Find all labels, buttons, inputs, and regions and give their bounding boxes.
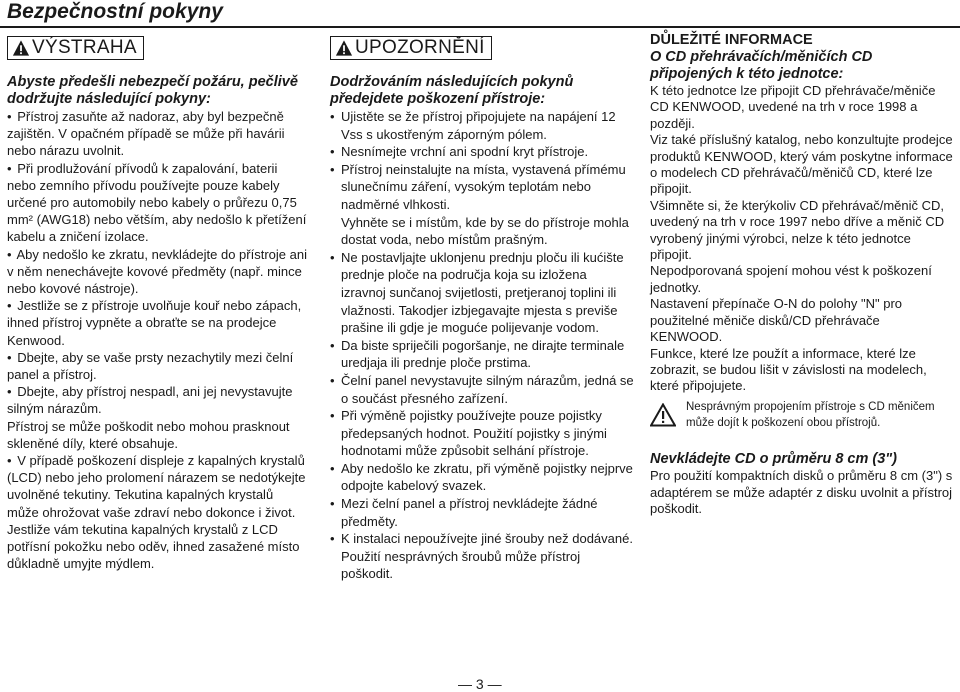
bullet: •: [7, 453, 12, 469]
bullet: •: [330, 109, 335, 124]
list-item: [7, 246, 307, 298]
page-number: — 3 —: [458, 676, 502, 692]
warning-label: VÝSTRAHA: [32, 37, 137, 58]
bullet: •: [330, 161, 335, 177]
caution-triangle-icon: [650, 403, 676, 427]
item-text: Přístroj neinstalujte na místa, vystavená přímému slunečnímu záření, vysokým teplotám nebo nadměrné vlhkosti.: [341, 161, 626, 212]
list-item: [7, 383, 307, 452]
item-text: Při prodlužování přívodů k zapalování, baterii nebo zemního přívodu používejte pouze kabely určené pro automobily nebo kabely o průřezu 0,75 mm² (AWG18) nebo větším, aby nedošlo k přetížení kabelu a zničení izolace.: [7, 160, 307, 245]
item-text: Čelní panel nevystavujte silným nárazům, jedná se o součást přesného zařízení.: [341, 372, 634, 406]
list-item: [7, 452, 307, 572]
caution-subheading: Dodržováním následujících pokynů předejdete poškození přístroje:: [330, 74, 574, 107]
item-text: Aby nedošlo ke zkratu, nevkládejte do přístroje ani v něm nenechávejte kovové předměty (např. mince nebo kovové nástroje).: [7, 246, 307, 297]
item-text: Dbejte, aby se vaše prsty nezachytily mezi čelní panel a přístroj.: [7, 349, 294, 383]
list-item: [330, 530, 635, 583]
warning-section: [7, 36, 307, 572]
caution-label-box: [330, 36, 492, 60]
item-text: Aby nedošlo ke zkratu, při výměně pojistky nejprve odpojte kabelový svazek.: [341, 460, 633, 494]
bullet: •: [7, 298, 12, 314]
bullet: •: [7, 349, 12, 365]
warning-triangle-icon: [12, 39, 30, 57]
bullet: •: [330, 531, 335, 547]
bullet: •: [330, 460, 335, 476]
item-text: Přístroj zasuňte až nadoraz, aby byl bezpečně zajištěn. V opačném případě se může při havárii nebo nárazu uvolnit.: [7, 109, 285, 159]
list-item: [330, 108, 635, 143]
bullet: •: [330, 144, 335, 160]
item-text: Při výměně pojistky používejte pouze pojistky předepsaných hodnot. Použití pojistky s jinými hodnotami může způsobit selhání přístroje.: [341, 408, 607, 459]
item-text: Jestliže se z přístroje uvolňuje kouř nebo zápach, ihned přístroj vypněte a obraťte se na prodejce Kenwood.: [7, 298, 302, 348]
warning-subheading: Abyste předešli nebezpečí požáru, pečlivě dodržujte následující pokyny:: [7, 74, 298, 107]
warning-label-box: [7, 36, 144, 60]
list-item: [7, 349, 307, 383]
item-text: Da biste spriječili pogoršanje, ne dirajte terminale uredjaja ili prednje ploče prstima.: [341, 337, 625, 371]
bullet: •: [330, 249, 335, 265]
bullet: •: [330, 496, 335, 512]
warning-list: [7, 108, 307, 572]
bullet: •: [7, 109, 12, 124]
bullet: •: [330, 372, 335, 388]
list-item: [7, 160, 307, 246]
list-item: [330, 495, 635, 530]
info-paragraph: Nastavení přepínače O-N do polohy "N" pro použitelné měniče disků/CD přehrávače KENWOOD.: [650, 296, 903, 345]
page-title: Bezpečnostní pokyny: [7, 0, 223, 23]
caution-section: [330, 36, 635, 583]
caution-note: [650, 399, 955, 431]
header-rule: [0, 26, 960, 28]
list-item: [7, 108, 307, 160]
item-text: K instalaci nepoužívejte jiné šrouby než dodávané. Použití nesprávných šroubů může přístroj poškodit.: [341, 531, 633, 582]
list-item: [330, 161, 635, 249]
caution-note-text: Nesprávným propojením přístroje s CD měničem může dojít k poškození obou přístrojů.: [686, 400, 935, 429]
item-extra-text: Jestliže vám tekutina kapalných krystalů z LCD potřísní pokožku nebo oděv, ihned zasažené místo důkladně umyjte mýdlem.: [7, 521, 300, 572]
item-extra-text: Přístroj se může poškodit nebo mohou prasknout skleněné díly, které obsahuje.: [7, 418, 290, 451]
bullet: •: [7, 160, 12, 176]
list-item: [330, 460, 635, 495]
item-text: Ujistěte se že přístroj připojujete na napájení 12 Vss s ukostřeným záporným pólem.: [341, 109, 616, 142]
list-item: [330, 372, 635, 407]
list-item: [330, 407, 635, 460]
item-text: V případě poškození displeje z kapalných krystalů (LCD) nebo jeho prolomení nárazem se nedotýkejte uvolněné tekutiny. Tekutina kapalných krystalů může ohrožovat vaše zdraví nebo dokonce i život.: [7, 453, 306, 520]
cd8-text: Pro použití kompaktních disků o průměru 8 cm (3") s adaptérem se může adaptér z disku uvolnit a přístroj poškodit.: [650, 468, 953, 516]
info-heading: DŮLEŽITÉ INFORMACE: [650, 32, 813, 48]
caution-label: UPOZORNĚNÍ: [355, 37, 485, 58]
info-paragraph: Všimněte si, že kterýkoliv CD přehrávač/měnič CD, uvedený na trh v roce 1997 nebo dříve a měnič CD vyrobený jinými výrobci, nelze k této jednotce připojit.: [650, 197, 945, 263]
cd8-heading: Nevkládejte CD o průměru 8 cm (3"): [650, 451, 898, 468]
page-header: [0, 0, 960, 30]
item-text: Nesnímejte vrchní ani spodní kryt přístroje.: [341, 144, 589, 160]
item-text: Mezi čelní panel a přístroj nevkládejte žádné předměty.: [341, 496, 598, 529]
list-item: [330, 143, 635, 161]
info-paragraph: Nepodporovaná spojení mohou vést k poškození jednotky.: [650, 263, 932, 295]
list-item: [330, 249, 635, 337]
warning-triangle-icon: [335, 39, 353, 57]
info-section: [650, 32, 955, 517]
bullet: •: [330, 408, 335, 424]
caution-list: [330, 108, 635, 583]
info-paragraph: Viz také příslušný katalog, nebo konzultujte prodejce produktů KENWOOD, který vám poskytne informace o modelech CD přehrávačů/měničů CD, které lze připojit.: [650, 132, 953, 197]
list-item: [7, 297, 307, 349]
info-subheading: O CD přehrávačích/měničích CD připojených k této jednotce:: [650, 49, 873, 82]
bullet: •: [330, 337, 335, 353]
item-text: Ne postavljajte uklonjenu prednju ploču ili kućište prednje ploče na područja koja su izložena izravnoj sunčanoj svijetlosti, pretjeranoj toplini ili vlažnosti. Takodjer izbjegavajte mjesta s previše prašine ili gdje je moguće polijevanje vodom.: [341, 249, 624, 336]
item-extra-text: Vyhněte se i místům, kde by se do přístroje mohla dostat voda, nebo místům prašným.: [341, 214, 629, 248]
bullet: •: [7, 384, 12, 400]
item-text: Dbejte, aby přístroj nespadl, ani jej nevystavujte silným nárazům.: [7, 384, 293, 417]
info-paragraph: K této jednotce lze připojit CD přehrávače/měniče CD KENWOOD, uvedené na trh v roce 1998 a později.: [650, 83, 936, 131]
list-item: [330, 337, 635, 372]
bullet: •: [7, 246, 12, 262]
info-paragraph: Funkce, které lze použít a informace, které lze zobrazit, se budou lišit v závislosti na modelech, které připojujete.: [650, 345, 927, 394]
